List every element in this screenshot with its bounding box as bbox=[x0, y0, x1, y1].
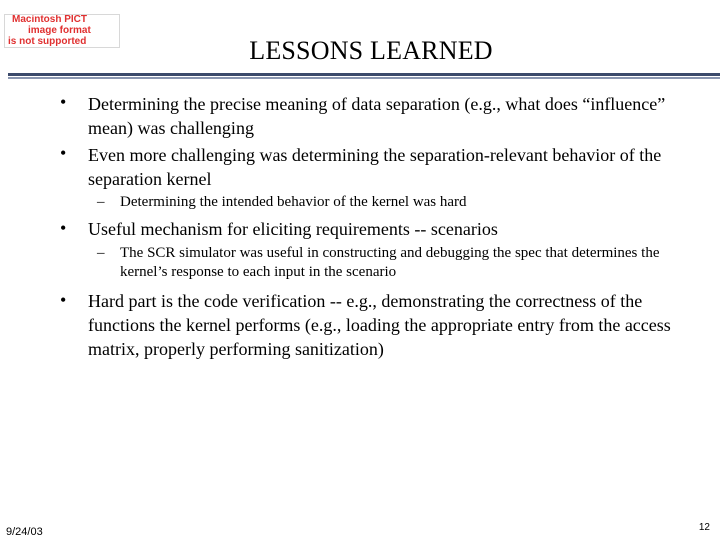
placeholder-line-2: image format bbox=[28, 25, 91, 36]
bullet-marker: • bbox=[60, 143, 67, 163]
bullet-marker: • bbox=[60, 92, 67, 112]
title-divider-light bbox=[8, 77, 720, 79]
page-number: 12 bbox=[698, 522, 710, 533]
bullet-item: Useful mechanism for eliciting requirements -- scenarios bbox=[88, 219, 498, 239]
sub-bullet-item: The SCR simulator was useful in constructing and debugging the spec that determines the kernel’s response to each input in the scenario bbox=[120, 245, 660, 280]
slide-title: LESSONS LEARNED bbox=[249, 36, 493, 65]
placeholder-line-3: is not supported bbox=[8, 36, 87, 47]
bullet-item: Determining the precise meaning of data separation (e.g., what does “influence” mean) was challenging bbox=[88, 94, 666, 138]
sub-bullet-item: Determining the intended behavior of the kernel was hard bbox=[120, 194, 467, 210]
sub-bullet-marker: – bbox=[97, 194, 105, 210]
sub-bullet-marker: – bbox=[97, 245, 105, 261]
bullet-item: Even more challenging was determining the separation-relevant behavior of the separation kernel bbox=[88, 145, 662, 189]
title-divider-dark bbox=[8, 73, 720, 76]
bullet-item: Hard part is the code verification -- e.g., demonstrating the correctness of the functions the kernel performs (e.g., loading the appropriate entry from the access matrix, properly performing sanitization) bbox=[88, 291, 671, 359]
bullet-marker: • bbox=[60, 290, 67, 310]
bullet-marker: • bbox=[60, 218, 67, 238]
footer-date: 9/24/03 bbox=[6, 526, 43, 538]
placeholder-line-1: Macintosh PICT bbox=[12, 14, 88, 25]
